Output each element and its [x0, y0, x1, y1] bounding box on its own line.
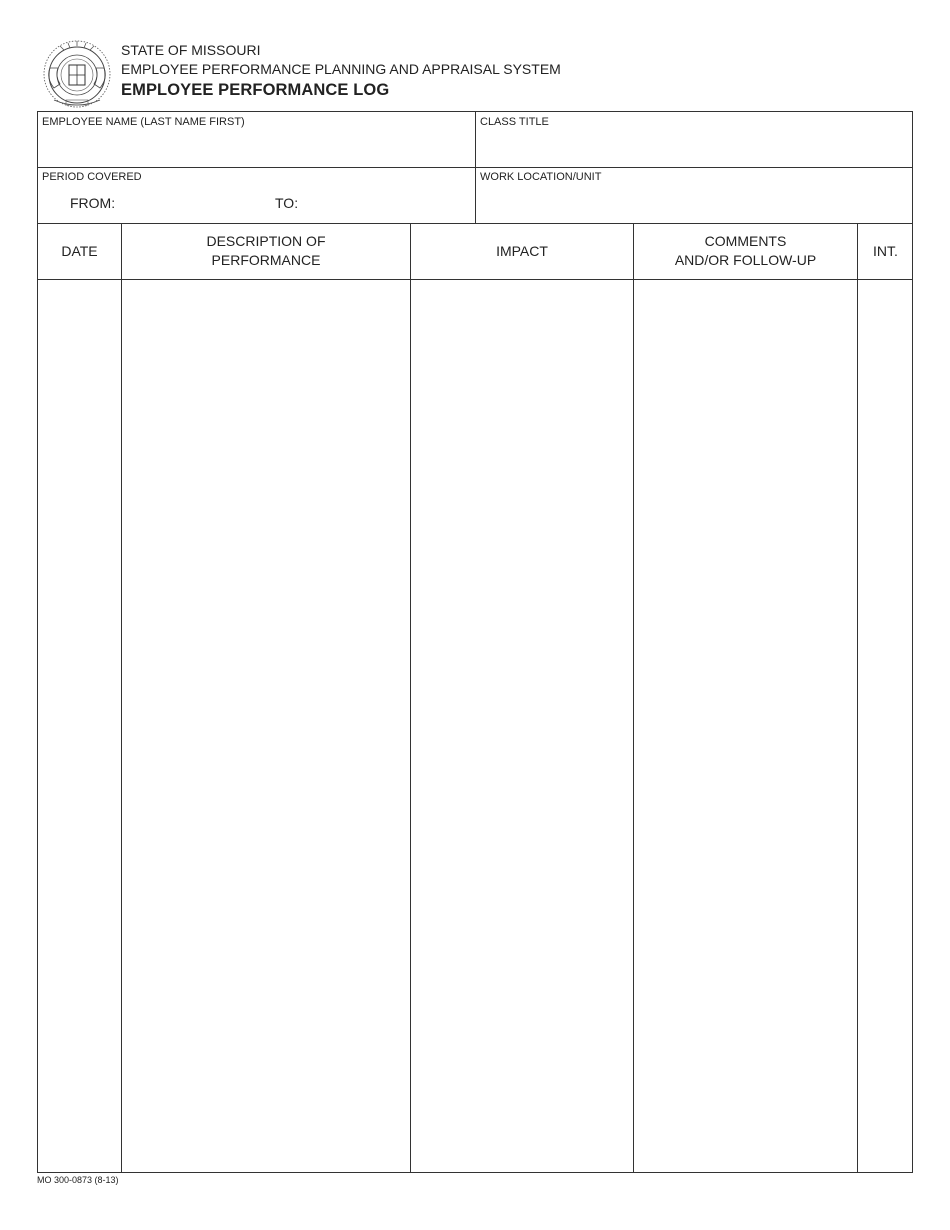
description-entry-area[interactable]	[122, 280, 410, 1172]
column-header-label: INT.	[873, 242, 898, 259]
column-header-label: COMMENTS AND/OR FOLLOW-UP	[674, 233, 817, 268]
period-to-field[interactable]: TO:	[275, 195, 299, 211]
class-title-field[interactable]: CLASS TITLE	[480, 116, 549, 128]
form-title: EMPLOYEE PERFORMANCE LOG	[121, 81, 390, 99]
column-header-comments	[634, 224, 857, 278]
column-header-impact	[411, 224, 633, 278]
missouri-state-seal	[40, 38, 114, 108]
column-header-initials	[858, 224, 913, 278]
work-location-field[interactable]: WORK LOCATION/UNIT	[480, 171, 602, 183]
period-from-field[interactable]: FROM:	[70, 195, 116, 211]
column-header-description	[122, 224, 410, 278]
comments-entry-area[interactable]	[634, 280, 857, 1172]
state-name: STATE OF MISSOURI	[121, 42, 261, 58]
period-covered-label: PERIOD COVERED	[42, 171, 142, 183]
form-number: MO 300-0873 (8-13)	[37, 1175, 119, 1185]
divider	[475, 112, 476, 224]
employee-name-field[interactable]: EMPLOYEE NAME (LAST NAME FIRST)	[42, 116, 245, 128]
initials-entry-area[interactable]	[858, 280, 913, 1172]
impact-entry-area[interactable]	[411, 280, 633, 1172]
column-header-label: DATE	[61, 242, 98, 259]
seal-icon	[40, 38, 114, 108]
system-name: EMPLOYEE PERFORMANCE PLANNING AND APPRAISAL SYSTEM	[121, 61, 561, 77]
date-entry-area[interactable]	[38, 280, 121, 1172]
column-header-label: IMPACT	[496, 242, 548, 259]
column-header-label: DESCRIPTION OF PERFORMANCE	[206, 233, 326, 268]
column-header-date	[38, 224, 121, 278]
performance-log-form	[37, 111, 913, 1173]
